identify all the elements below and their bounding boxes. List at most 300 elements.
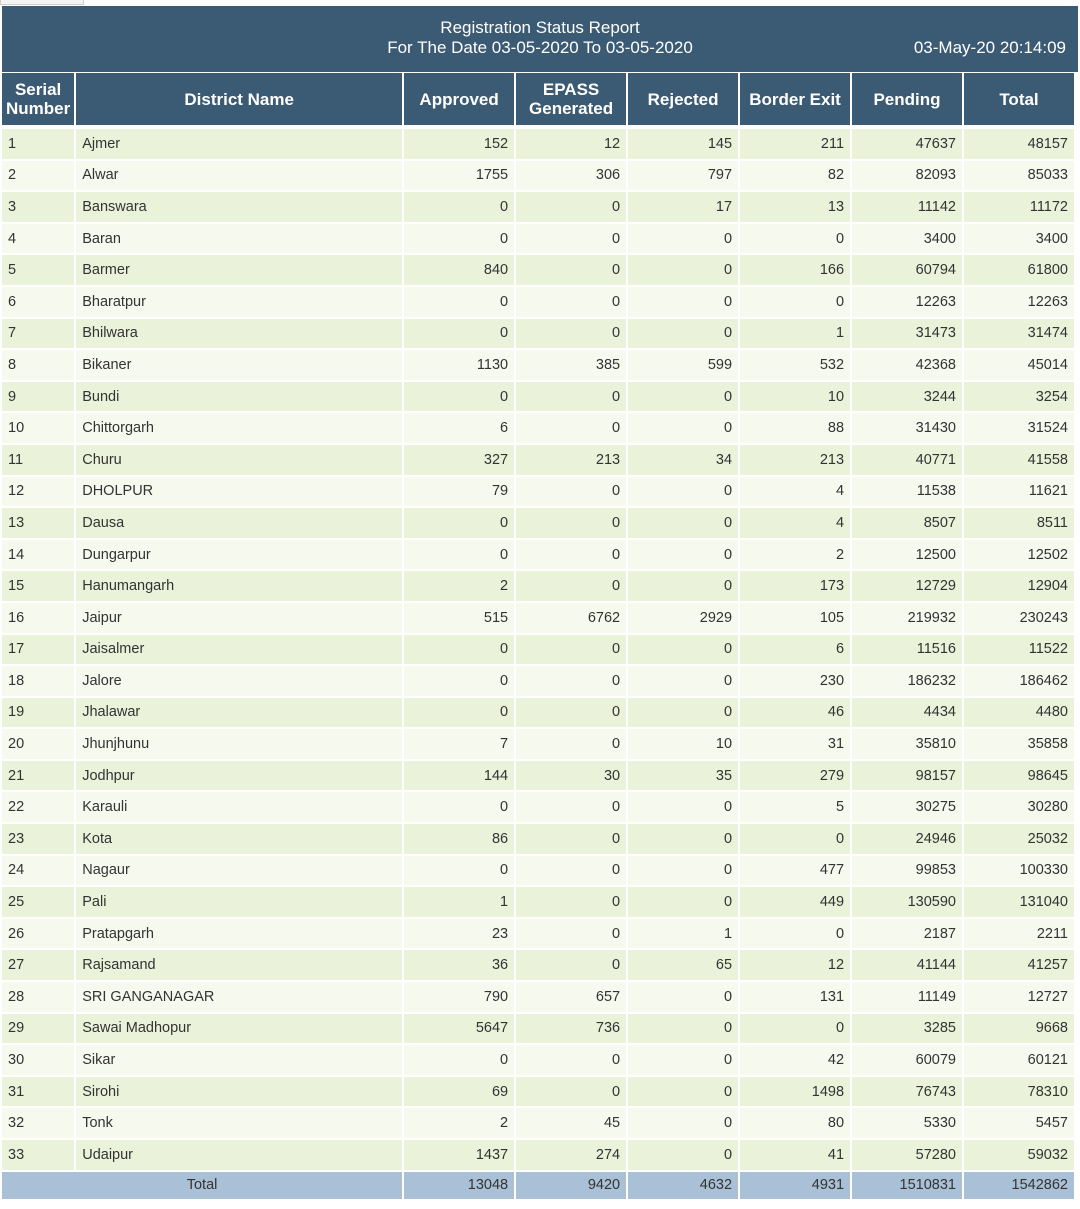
total-cell: 9668	[964, 1012, 1074, 1044]
report-timestamp: 03-May-20 20:14:09	[913, 38, 1066, 57]
serial-cell: 17	[2, 633, 74, 665]
epass-cell: 30	[516, 759, 626, 791]
rejected-cell: 2929	[628, 601, 738, 633]
district-cell: Jaipur	[76, 601, 402, 633]
total-cell: 35858	[964, 727, 1074, 759]
table-row	[2, 633, 1074, 665]
border-exit-cell: 5	[740, 790, 850, 822]
total-cell: 98645	[964, 759, 1074, 791]
district-cell: Jhalawar	[76, 696, 402, 728]
report-title-line1: Registration Status Report	[440, 18, 640, 37]
total-cell: 12502	[964, 538, 1074, 570]
border-exit-cell: 1498	[740, 1075, 850, 1107]
rejected-cell: 0	[628, 822, 738, 854]
district-cell: Rajsamand	[76, 948, 402, 980]
table-row	[2, 443, 1074, 475]
pending-cell: 130590	[852, 885, 962, 917]
approved-cell: 0	[404, 190, 514, 222]
district-cell: Ajmer	[76, 127, 402, 159]
rejected-cell: 0	[628, 506, 738, 538]
district-cell: Sikar	[76, 1043, 402, 1075]
pending-cell: 12729	[852, 569, 962, 601]
district-cell: DHOLPUR	[76, 475, 402, 507]
scroll-tab-stub	[0, 0, 84, 5]
total-cell: 45014	[964, 348, 1074, 380]
district-cell: Bikaner	[76, 348, 402, 380]
total-approved: 13048	[404, 1170, 514, 1199]
district-cell: Dausa	[76, 506, 402, 538]
serial-cell: 30	[2, 1043, 74, 1075]
table-row	[2, 854, 1074, 886]
serial-cell: 31	[2, 1075, 74, 1107]
serial-cell: 16	[2, 601, 74, 633]
total-cell: 11172	[964, 190, 1074, 222]
serial-cell: 26	[2, 917, 74, 949]
border-exit-cell: 41	[740, 1138, 850, 1170]
district-cell: Dungarpur	[76, 538, 402, 570]
table-row	[2, 885, 1074, 917]
total-cell: 230243	[964, 601, 1074, 633]
serial-cell: 23	[2, 822, 74, 854]
total-cell: 12904	[964, 569, 1074, 601]
total-cell: 11522	[964, 633, 1074, 665]
total-cell: 48157	[964, 127, 1074, 159]
total-cell: 4480	[964, 696, 1074, 728]
rejected-cell: 65	[628, 948, 738, 980]
epass-cell: 213	[516, 443, 626, 475]
rejected-cell: 0	[628, 222, 738, 254]
total-cell: 85033	[964, 159, 1074, 191]
border-exit-cell: 0	[740, 222, 850, 254]
pending-cell: 4434	[852, 696, 962, 728]
border-exit-cell: 173	[740, 569, 850, 601]
district-cell: Nagaur	[76, 854, 402, 886]
border-exit-cell: 1	[740, 317, 850, 349]
district-cell: Chittorgarh	[76, 411, 402, 443]
border-exit-cell: 0	[740, 822, 850, 854]
approved-cell: 1	[404, 885, 514, 917]
epass-cell: 0	[516, 948, 626, 980]
rejected-cell: 0	[628, 664, 738, 696]
total-cell: 3400	[964, 222, 1074, 254]
pending-cell: 41144	[852, 948, 962, 980]
total-cell: 59032	[964, 1138, 1074, 1170]
table-row	[2, 348, 1074, 380]
border-exit-cell: 0	[740, 1012, 850, 1044]
col-header-approved: Approved	[404, 73, 514, 127]
rejected-cell: 0	[628, 696, 738, 728]
rejected-cell: 0	[628, 885, 738, 917]
rejected-cell: 1	[628, 917, 738, 949]
epass-cell: 0	[516, 885, 626, 917]
approved-cell: 144	[404, 759, 514, 791]
serial-cell: 4	[2, 222, 74, 254]
rejected-cell: 0	[628, 633, 738, 665]
epass-cell: 45	[516, 1106, 626, 1138]
pending-cell: 76743	[852, 1075, 962, 1107]
approved-cell: 2	[404, 569, 514, 601]
district-cell: Bhilwara	[76, 317, 402, 349]
total-cell: 3254	[964, 380, 1074, 412]
approved-cell: 0	[404, 633, 514, 665]
border-exit-cell: 31	[740, 727, 850, 759]
rejected-cell: 145	[628, 127, 738, 159]
district-cell: Alwar	[76, 159, 402, 191]
table-row	[2, 1138, 1074, 1170]
district-cell: Hanumangarh	[76, 569, 402, 601]
approved-cell: 0	[404, 696, 514, 728]
epass-cell: 0	[516, 727, 626, 759]
serial-cell: 7	[2, 317, 74, 349]
district-cell: Churu	[76, 443, 402, 475]
table-row	[2, 506, 1074, 538]
border-exit-cell: 477	[740, 854, 850, 886]
epass-cell: 0	[516, 222, 626, 254]
epass-cell: 0	[516, 1075, 626, 1107]
table-row	[2, 790, 1074, 822]
rejected-cell: 35	[628, 759, 738, 791]
rejected-cell: 0	[628, 317, 738, 349]
border-exit-cell: 449	[740, 885, 850, 917]
border-exit-cell: 88	[740, 411, 850, 443]
approved-cell: 152	[404, 127, 514, 159]
total-cell: 78310	[964, 1075, 1074, 1107]
epass-cell: 0	[516, 1043, 626, 1075]
serial-cell: 29	[2, 1012, 74, 1044]
pending-cell: 11142	[852, 190, 962, 222]
epass-cell: 306	[516, 159, 626, 191]
registration-status-table	[0, 73, 1076, 1199]
epass-cell: 0	[516, 506, 626, 538]
col-header-total: Total	[964, 73, 1074, 127]
table-row	[2, 380, 1074, 412]
rejected-cell: 34	[628, 443, 738, 475]
serial-cell: 1	[2, 127, 74, 159]
serial-cell: 32	[2, 1106, 74, 1138]
serial-cell: 15	[2, 569, 74, 601]
total-epass: 9420	[516, 1170, 626, 1199]
serial-cell: 13	[2, 506, 74, 538]
district-cell: Jhunjhunu	[76, 727, 402, 759]
rejected-cell: 0	[628, 538, 738, 570]
pending-cell: 60794	[852, 253, 962, 285]
pending-cell: 30275	[852, 790, 962, 822]
rejected-cell: 0	[628, 854, 738, 886]
epass-cell: 12	[516, 127, 626, 159]
serial-cell: 11	[2, 443, 74, 475]
approved-cell: 0	[404, 285, 514, 317]
approved-cell: 327	[404, 443, 514, 475]
epass-cell: 0	[516, 664, 626, 696]
approved-cell: 2	[404, 1106, 514, 1138]
rejected-cell: 0	[628, 1138, 738, 1170]
rejected-cell: 0	[628, 980, 738, 1012]
border-exit-cell: 532	[740, 348, 850, 380]
district-cell: SRI GANGANAGAR	[76, 980, 402, 1012]
approved-cell: 0	[404, 664, 514, 696]
pending-cell: 35810	[852, 727, 962, 759]
border-exit-cell: 42	[740, 1043, 850, 1075]
approved-cell: 23	[404, 917, 514, 949]
table-row	[2, 285, 1074, 317]
table-row	[2, 569, 1074, 601]
rejected-cell: 0	[628, 285, 738, 317]
border-exit-cell: 230	[740, 664, 850, 696]
serial-cell: 18	[2, 664, 74, 696]
pending-cell: 60079	[852, 1043, 962, 1075]
epass-cell: 6762	[516, 601, 626, 633]
district-cell: Sirohi	[76, 1075, 402, 1107]
epass-cell: 0	[516, 190, 626, 222]
epass-cell: 0	[516, 633, 626, 665]
border-exit-cell: 12	[740, 948, 850, 980]
serial-cell: 5	[2, 253, 74, 285]
epass-cell: 274	[516, 1138, 626, 1170]
pending-cell: 24946	[852, 822, 962, 854]
rejected-cell: 599	[628, 348, 738, 380]
approved-cell: 790	[404, 980, 514, 1012]
epass-cell: 0	[516, 696, 626, 728]
approved-cell: 69	[404, 1075, 514, 1107]
table-header-row	[2, 73, 1074, 127]
district-cell: Bharatpur	[76, 285, 402, 317]
col-header-epass: EPASS Generated	[516, 73, 626, 127]
district-cell: Pali	[76, 885, 402, 917]
total-cell: 100330	[964, 854, 1074, 886]
serial-cell: 2	[2, 159, 74, 191]
pending-cell: 99853	[852, 854, 962, 886]
table-row	[2, 917, 1074, 949]
border-exit-cell: 46	[740, 696, 850, 728]
table-row	[2, 253, 1074, 285]
border-exit-cell: 80	[740, 1106, 850, 1138]
rejected-cell: 10	[628, 727, 738, 759]
serial-cell: 33	[2, 1138, 74, 1170]
border-exit-cell: 213	[740, 443, 850, 475]
total-cell: 60121	[964, 1043, 1074, 1075]
approved-cell: 1437	[404, 1138, 514, 1170]
border-exit-cell: 279	[740, 759, 850, 791]
table-row	[2, 822, 1074, 854]
rejected-cell: 0	[628, 253, 738, 285]
total-cell: 61800	[964, 253, 1074, 285]
approved-cell: 0	[404, 506, 514, 538]
table-row	[2, 411, 1074, 443]
district-cell: Jodhpur	[76, 759, 402, 791]
approved-cell: 6	[404, 411, 514, 443]
total-cell: 8511	[964, 506, 1074, 538]
approved-cell: 515	[404, 601, 514, 633]
rejected-cell: 0	[628, 1012, 738, 1044]
approved-cell: 36	[404, 948, 514, 980]
pending-cell: 57280	[852, 1138, 962, 1170]
total-cell: 2211	[964, 917, 1074, 949]
total-cell: 30280	[964, 790, 1074, 822]
pending-cell: 11538	[852, 475, 962, 507]
total-cell: 12727	[964, 980, 1074, 1012]
total-cell: 41257	[964, 948, 1074, 980]
serial-cell: 28	[2, 980, 74, 1012]
total-cell: 41558	[964, 443, 1074, 475]
district-cell: Udaipur	[76, 1138, 402, 1170]
district-cell: Barmer	[76, 253, 402, 285]
border-exit-cell: 13	[740, 190, 850, 222]
epass-cell: 0	[516, 253, 626, 285]
border-exit-cell: 211	[740, 127, 850, 159]
district-cell: Tonk	[76, 1106, 402, 1138]
approved-cell: 0	[404, 538, 514, 570]
district-cell: Sawai Madhopur	[76, 1012, 402, 1044]
epass-cell: 736	[516, 1012, 626, 1044]
rejected-cell: 0	[628, 1043, 738, 1075]
table-row	[2, 980, 1074, 1012]
district-cell: Baran	[76, 222, 402, 254]
approved-cell: 86	[404, 822, 514, 854]
approved-cell: 1130	[404, 348, 514, 380]
pending-cell: 40771	[852, 443, 962, 475]
rejected-cell: 0	[628, 1106, 738, 1138]
district-cell: Banswara	[76, 190, 402, 222]
border-exit-cell: 4	[740, 506, 850, 538]
approved-cell: 840	[404, 253, 514, 285]
table-row	[2, 127, 1074, 159]
district-cell: Bundi	[76, 380, 402, 412]
epass-cell: 385	[516, 348, 626, 380]
district-cell: Kota	[76, 822, 402, 854]
table-row	[2, 664, 1074, 696]
serial-cell: 6	[2, 285, 74, 317]
approved-cell: 0	[404, 854, 514, 886]
approved-cell: 0	[404, 1043, 514, 1075]
rejected-cell: 797	[628, 159, 738, 191]
total-cell: 31474	[964, 317, 1074, 349]
serial-cell: 9	[2, 380, 74, 412]
serial-cell: 14	[2, 538, 74, 570]
approved-cell: 5647	[404, 1012, 514, 1044]
table-row	[2, 727, 1074, 759]
report-banner	[2, 6, 1078, 72]
report-date-range: For The Date 03-05-2020 To 03-05-2020	[387, 38, 693, 57]
table-row	[2, 759, 1074, 791]
approved-cell: 79	[404, 475, 514, 507]
epass-cell: 0	[516, 538, 626, 570]
rejected-cell: 0	[628, 569, 738, 601]
border-exit-cell: 2	[740, 538, 850, 570]
table-row	[2, 222, 1074, 254]
border-exit-cell: 82	[740, 159, 850, 191]
epass-cell: 0	[516, 317, 626, 349]
pending-cell: 219932	[852, 601, 962, 633]
rejected-cell: 0	[628, 1075, 738, 1107]
totals-row	[2, 1170, 1074, 1199]
district-cell: Jalore	[76, 664, 402, 696]
table-row	[2, 190, 1074, 222]
col-header-pending: Pending	[852, 73, 962, 127]
rejected-cell: 0	[628, 475, 738, 507]
pending-cell: 12500	[852, 538, 962, 570]
district-cell: Karauli	[76, 790, 402, 822]
epass-cell: 0	[516, 475, 626, 507]
total-cell: 131040	[964, 885, 1074, 917]
table-row	[2, 1106, 1074, 1138]
serial-cell: 25	[2, 885, 74, 917]
pending-cell: 42368	[852, 348, 962, 380]
table-row	[2, 1012, 1074, 1044]
total-cell: 12263	[964, 285, 1074, 317]
serial-cell: 12	[2, 475, 74, 507]
serial-cell: 8	[2, 348, 74, 380]
total-cell: 186462	[964, 664, 1074, 696]
pending-cell: 3285	[852, 1012, 962, 1044]
col-header-rejected: Rejected	[628, 73, 738, 127]
table-row	[2, 1075, 1074, 1107]
epass-cell: 0	[516, 917, 626, 949]
col-header-border-exit: Border Exit	[740, 73, 850, 127]
approved-cell: 0	[404, 380, 514, 412]
serial-cell: 24	[2, 854, 74, 886]
serial-cell: 27	[2, 948, 74, 980]
total-border-exit: 4931	[740, 1170, 850, 1199]
serial-cell: 22	[2, 790, 74, 822]
serial-cell: 19	[2, 696, 74, 728]
totals-label: Total	[2, 1170, 402, 1199]
epass-cell: 0	[516, 285, 626, 317]
approved-cell: 0	[404, 317, 514, 349]
pending-cell: 11149	[852, 980, 962, 1012]
border-exit-cell: 6	[740, 633, 850, 665]
border-exit-cell: 0	[740, 285, 850, 317]
total-cell: 25032	[964, 822, 1074, 854]
serial-cell: 21	[2, 759, 74, 791]
rejected-cell: 0	[628, 790, 738, 822]
approved-cell: 0	[404, 790, 514, 822]
total-grand: 1542862	[964, 1170, 1074, 1199]
total-cell: 11621	[964, 475, 1074, 507]
approved-cell: 1755	[404, 159, 514, 191]
epass-cell: 0	[516, 790, 626, 822]
epass-cell: 0	[516, 822, 626, 854]
border-exit-cell: 166	[740, 253, 850, 285]
col-header-district: District Name	[76, 73, 402, 127]
table-row	[2, 696, 1074, 728]
pending-cell: 12263	[852, 285, 962, 317]
table-row	[2, 948, 1074, 980]
district-cell: Jaisalmer	[76, 633, 402, 665]
epass-cell: 657	[516, 980, 626, 1012]
pending-cell: 3400	[852, 222, 962, 254]
border-exit-cell: 4	[740, 475, 850, 507]
table-row	[2, 317, 1074, 349]
border-exit-cell: 131	[740, 980, 850, 1012]
pending-cell: 31430	[852, 411, 962, 443]
table-row	[2, 1043, 1074, 1075]
pending-cell: 8507	[852, 506, 962, 538]
serial-cell: 3	[2, 190, 74, 222]
epass-cell: 0	[516, 411, 626, 443]
total-cell: 5457	[964, 1106, 1074, 1138]
pending-cell: 5330	[852, 1106, 962, 1138]
serial-cell: 10	[2, 411, 74, 443]
pending-cell: 31473	[852, 317, 962, 349]
total-pending: 1510831	[852, 1170, 962, 1199]
pending-cell: 82093	[852, 159, 962, 191]
district-cell: Pratapgarh	[76, 917, 402, 949]
col-header-serial: Serial Number	[2, 73, 74, 127]
pending-cell: 186232	[852, 664, 962, 696]
rejected-cell: 17	[628, 190, 738, 222]
epass-cell: 0	[516, 569, 626, 601]
border-exit-cell: 105	[740, 601, 850, 633]
